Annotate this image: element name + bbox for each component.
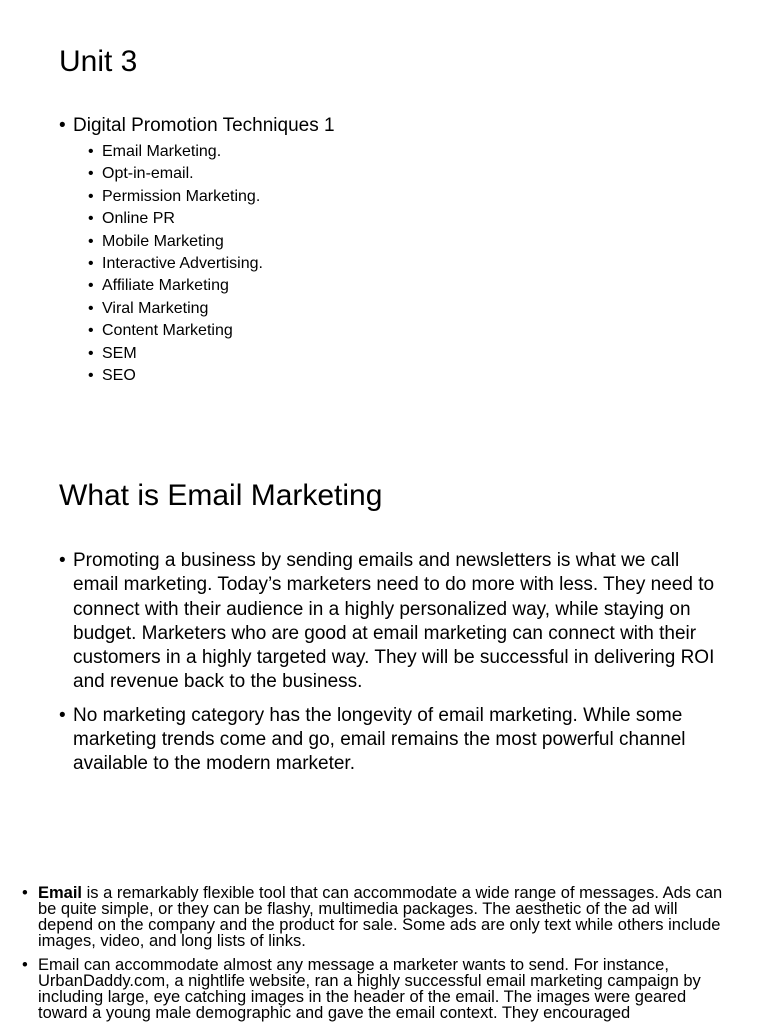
list-item [88,231,263,253]
email-marketing-paragraphs [59,549,719,786]
list-item-text: Mobile Marketing [102,232,224,250]
bullet-marker: • [88,143,94,160]
paragraph-item [22,957,732,1021]
technique-list [88,141,263,387]
paragraph-text: Email can accommodate almost any message a marketer wants to send. For instance, UrbanDaddy.com, a nightlife website, ran a highly successful email marketing campaign by including large, eye catching images in the header of the email. The images were geared toward a young male demographic and gave the email context. They encouraged [38,956,701,1022]
list-item-text: Permission Marketing. [102,187,261,205]
bullet-marker: • [59,115,66,136]
list-item [88,320,263,342]
bullet-marker: • [88,344,94,362]
bullet-marker: • [88,299,94,317]
bold-lead: Email [38,884,83,902]
paragraph-item [59,549,719,695]
bullet-marker: • [59,550,66,571]
list-item-text: SEO [102,367,136,385]
bullet-marker: • [88,322,94,340]
bullet-marker: • [88,165,94,183]
list-item [88,253,263,275]
paragraph-item [59,704,719,777]
paragraph-item [22,885,732,949]
list-item [88,208,263,230]
list-item [88,298,263,320]
list-item [88,141,263,163]
bullet-marker: • [88,210,94,228]
bullet-marker: • [22,956,28,974]
paragraph-text: is a remarkably flexible tool that can accommodate a wide range of messages. Ads can be quite simple, or they can be flashy, multimedia packages. The aesthetic of the ad will depend on the company and the product for sale. Some ads are only text while others include images, video, and long lists of links. [38,884,723,950]
bullet-marker: • [88,255,94,273]
bullet-marker: • [88,367,94,385]
bullet-marker: • [59,704,66,726]
bullet-marker: • [22,884,28,902]
list-item-text: Content Marketing [102,322,233,340]
list-item-text: Affiliate Marketing [102,277,229,295]
paragraph-text: Promoting a business by sending emails and newsletters is what we call email marketing. Today’s marketers need to do more with less. They need to connect with their audience in a highly personalized way, while staying on budget. Marketers who are good at email marketing can connect with their customers in a highly targeted way. They will be successful in delivering ROI and revenue back to the business. [73,550,715,693]
main-bullet-text: Digital Promotion Techniques 1 [73,115,335,136]
main-bullet [59,114,335,138]
list-item-text: SEM [102,344,137,362]
list-item-text: Interactive Advertising. [102,255,263,273]
bullet-marker: • [88,232,94,250]
list-item [88,365,263,387]
list-item [88,186,263,208]
list-item [88,275,263,297]
list-item-text: Email Marketing. [102,143,222,160]
list-item [88,163,263,185]
slide-2-title: What is Email Marketing [59,479,383,512]
list-item-text: Online PR [102,210,175,228]
paragraph-text: No marketing category has the longevity of email marketing. While some marketing trends come and go, email remains the most powerful channel available to the modern marketer. [73,704,686,775]
bullet-marker: • [88,187,94,205]
bullet-marker: • [88,277,94,295]
list-item-text: Viral Marketing [102,299,209,317]
slide-1-title: Unit 3 [59,45,138,78]
list-item [88,343,263,365]
slide-3-bullets [22,885,732,1024]
list-item-text: Opt-in-email. [102,165,194,183]
